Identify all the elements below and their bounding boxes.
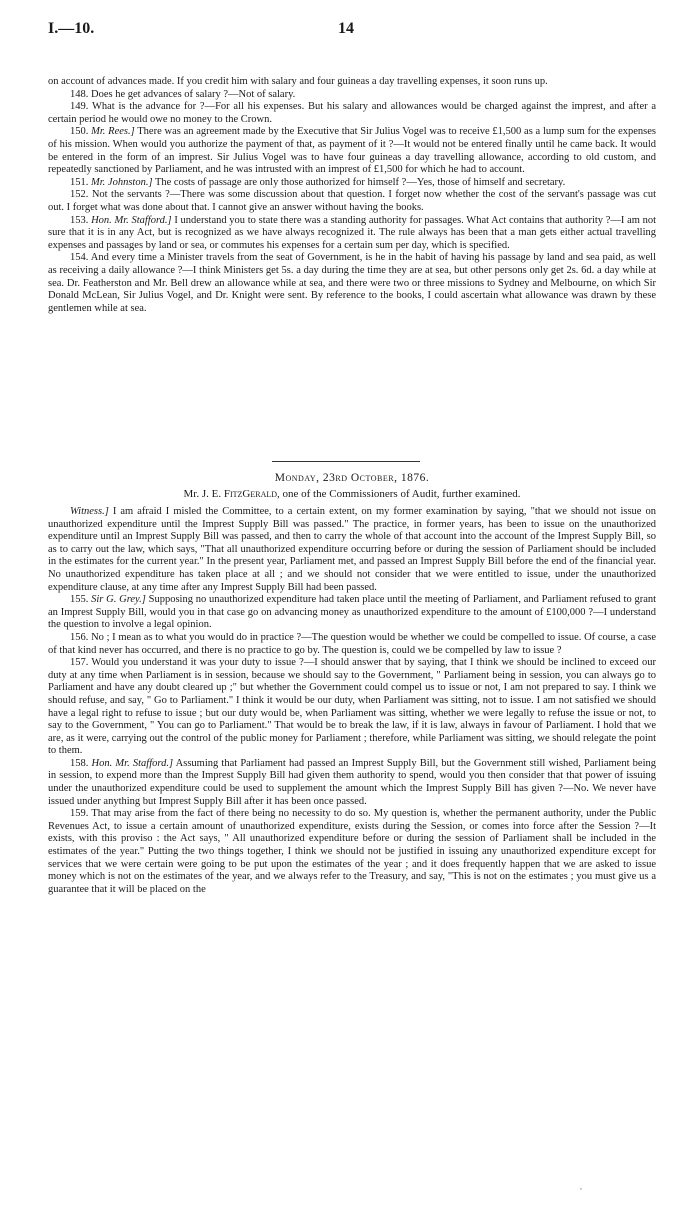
question-number: 155. [70,594,89,606]
speaker-name: Mr. Johnston.] [91,176,153,188]
witness-description: one of the Commissioners of Audit, further examined. [282,488,521,500]
witness-heading [48,488,656,500]
question-number: 153. [70,214,89,226]
paragraph-text: on account of advances made. If you credit him with salary and four guineas a day travelling expenses, it soon runs up. [48,76,548,87]
paragraph-text: The costs of passage are only those authorized for himself ?—Yes, those of himself and secretary. [154,176,566,188]
question-number: 148. [70,88,89,100]
question-number: 154. [70,252,89,264]
evidence-paragraph [48,215,656,253]
witness-name: J. E. FitzGerald, [201,488,280,500]
speaker-name: Hon. Mr. Stafford.] [91,214,172,226]
evidence-paragraph [48,632,656,657]
question-number: 150. [70,126,89,138]
speaker-name: Witness.] [70,506,109,517]
page-number: 14 [338,20,354,37]
evidence-section-1 [48,76,656,315]
evidence-paragraph [48,252,656,315]
evidence-paragraph [48,101,656,126]
speaker-name: Mr. Rees.] [91,126,135,138]
paragraph-text: And every time a Minister travels from the seat of Government, is he in the habit of having his passage by land and sea paid, as well as receiving a daily allowance ?—I think Ministers get 5s. a day during the time they are at sea, but other persons only get 2s. 6d. a day while at sea. Dr. Featherston and Mr. Bell drew an allowance while at sea, and there were two or three missions to Sydney and Melbourne, on which Sir Donald McLean, Sir Julius Vogel, and Dr. Knight were sent. By reference to the books, I could ascertain what allowance was drawn by these gentlemen while at sea. [48,252,656,314]
paragraph-text: Would you understand it was your duty to issue ?—I should answer that by saying, that I think we should be inclined to exceed our duty at any time when Parliament is in session, because we should say to the Government, " Parliament being in session, you can always go to Parliament and have any doubt cleared up ;" but whether the Government could compel us to issue or not, I am not prepared to say. I think we should refuse, and say, " Go to Parliament." I think it would be our duty, when Parliament was sitting, not to issue. I am not satisfied we should have a legal right to refuse to issue ; but our duty would be, when Parliament was sitting, whether we were legally to refuse the issue or not, to say to the Government, " You can go to Parliament." That would be to break the law, if it is law, always in favour of Parliament. I hold that we are, as it were, carrying out the control of the public money for Parliament ; therefore, while Parliament was sitting, we should relegate the point to them. [48,657,657,757]
evidence-paragraph [48,594,656,632]
evidence-paragraph [48,758,656,808]
question-number: 149. [70,101,89,113]
evidence-paragraph [48,657,656,758]
paragraph-text: There was an agreement made by the Executive that Sir Julius Vogel was to receive £1,500 as a lump sum for the expenses of his mission. When would you authorize the payment of that, as payment of it ?—It would not be entered finally until he came back. It would be entered in the form of an imprest. Sir Julius Vogel was to have four guineas a day travelling allowance, according to old custom, and repeatedly sanctioned by Parliament, and he was intrusted with an imprest of £1,500 for which he had to account. [48,126,656,176]
question-number: 158. [70,757,89,769]
evidence-paragraph [48,76,656,89]
evidence-paragraph [48,177,656,190]
date-heading: Monday, 23rd October, 1876. [274,472,430,484]
evidence-paragraph [48,89,656,102]
paragraph-text: Not the servants ?—There was some discussion about that question. I forget now whether the cost of the servant's passage was cut out. I forget what was done about that. I cannot give an answer without having the books. [48,189,657,213]
evidence-paragraph [48,506,656,594]
paragraph-text: Supposing no unauthorized expenditure had taken place until the meeting of Parliament, and Parliament refused to grant an Imprest Supply Bill, would you in that case go on advancing money as unauthorized expenditure to the amount of £100,000 ?—I understand the question to involve a legal opinion. [48,594,657,631]
section-divider [272,461,420,462]
question-number: 152. [70,189,89,201]
paragraph-text: Does he get advances of salary ?—Not of salary. [91,88,296,100]
paragraph-text: I am afraid I misled the Committee, to a certain extent, on my former examination by saying, "that we should not issue on unauthorized expenditure until the Imprest Supply Bill was passed." The practice, in former years, has been to issue on the unauthorized expenditure until an Imprest Supply Bill was passed, and then to carry the whole of that account into the account of the Imprest Supply Bill, so as to carry out the law, which says, "That all unauthorized expenditure occurring before or during the session of Parliament should be included in the estimates for the current year." In the present year, Parliament met, and passed an Imprest Supply Bill before the end of the financial year. No unauthorized expenditure has taken place at all ; and we should not consider that we were entitled to issue, under the unauthorized expenditure clause, at any time after any Imprest Supply Bill had been passed. [48,506,657,593]
paragraph-text: That may arise from the fact of there being no necessity to do so. My question is, whether the permanent authority, under the Public Revenues Act, to issue a certain amount of unauthorized expenditure, exists during the Session, or comes into force after the Session ?—It exists, with this proviso : the Act says, " All unauthorized expenditure before or during the session of Parliament shall be included in the estimates of the year." Putting the two things together, I think we should not be justified in issuing any unauthorized expenditure except for services that we were certain were going to be put upon the estimates of the year ; and it does frequently happen that we are asked to issue money which is not on the estimates of the year, and we always refer to the Treasury, and say, "This is not on the estimates ; you must give us a guarantee that it will be placed on the [48,808,656,895]
witness-prefix: Mr. [183,488,200,500]
paragraph-text: Assuming that Parliament had passed an Imprest Supply Bill, but the Government still wished, Parliament being in session, to expend more than the Imprest Supply Bill had given them authority to spend, would you then consider that that power of issuing under the unauthorized expenditure could be used to supplement the amount which the Imprest Supply Bill has given ?—No. We never have issued under anything but Imprest Supply Bill after it has been once passed. [48,757,656,807]
page-header [48,20,652,46]
paragraph-text: What is the advance for ?—For all his expenses. But his salary and allowances would be charged against the imprest, and after a certain period he would owe no money to the Crown. [48,101,657,125]
question-number: 157. [70,657,89,669]
paragraph-text: I understand you to state there was a standing authority for passages. What Act contains that authority ?—I am not sure that it is in any Act, but is recognized as we have always recognized it. The rule always has been that a man gets either actual travelling expenses and passages by land or sea, or commutes his expenses for a certain sum per day, which is specified. [48,214,657,251]
question-number: 151. [70,176,89,188]
evidence-paragraph [48,126,656,176]
speaker-name: Hon. Mr. Stafford.] [91,757,174,769]
speaker-name: Sir G. Grey.] [91,594,146,606]
evidence-paragraph [48,189,656,214]
evidence-paragraph [48,808,656,896]
paper-reference: I.—10. [48,20,95,37]
question-number: 156. [70,631,89,643]
paragraph-text: No ; I mean as to what you would do in practice ?—The question would be whether we could be compelled to issue. Of course, a case of that kind never has occurred, and there is no practice to go by. The question is, could we be compelled by law to issue ? [48,631,656,656]
evidence-section-2 [48,506,656,896]
question-number: 159. [70,808,89,820]
print-mark: , [580,1182,582,1191]
